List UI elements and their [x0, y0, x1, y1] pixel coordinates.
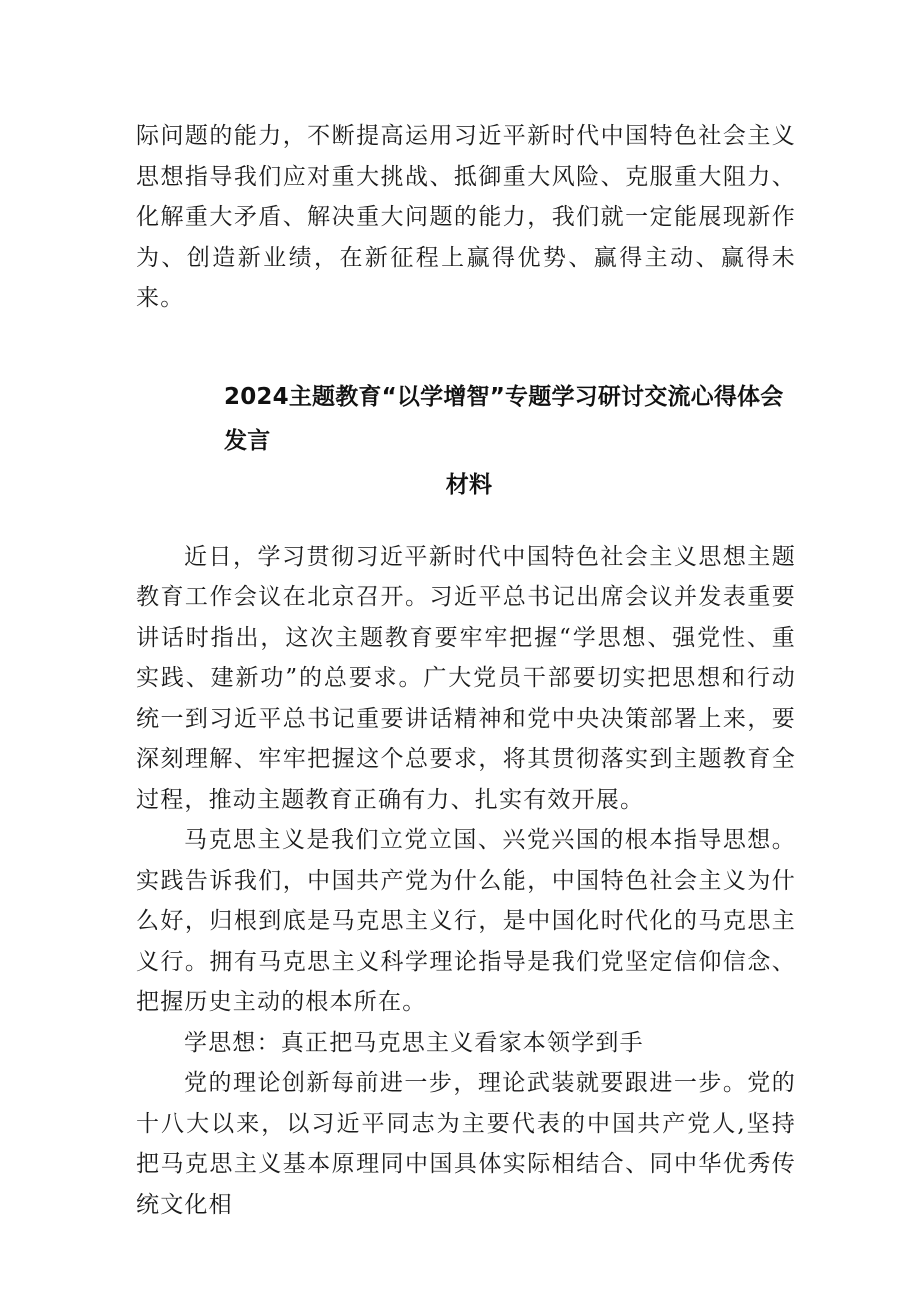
paragraph-2: 马克思主义是我们立党立国、兴党兴国的根本指导思想。实践告诉我们，中国共产党为什么能，中国特色社会主义为什么好，归根到底是马克思主义行，是中国化时代化的马克思主义行。拥有马克思主义科学理论指导是我们党坚定信仰信念、把握历史主动的根本所在。 [136, 827, 796, 1015]
title-line-1: 2024主题教育“以学增智”专题学习研讨交流心得体会发言 [224, 383, 784, 454]
title-line-2: 材料 [445, 471, 493, 498]
paragraph-1: 近日，学习贯彻习近平新时代中国特色社会主义思想主题教育工作会议在北京召开。习近平总书记出席会议并发表重要讲话时指出，这次主题教育要牢牢把握“学思想、强党性、重实践、建新功”的总要求。广大党员干部要切实把思想和行动统一到习近平总书记重要讲话精神和党中央决策部署上来，要深刻理解、牢牢把握这个总要求，将其贯彻落实到主题教育全过程，推动主题教育正确有力、扎实有效开展。 [136, 543, 796, 813]
document-body [136, 116, 796, 1225]
document-title [136, 375, 796, 507]
section-heading: 学思想：真正把马克思主义看家本领学到手 [184, 1029, 644, 1056]
paragraph-3: 党的理论创新每前进一步，理论武装就要跟进一步。党的十八大以来，以习近平同志为主要代表的中国共产党人,坚持把马克思主义基本原理同中国具体实际相结合、同中华优秀传统文化相 [136, 1070, 796, 1218]
continuation-paragraph: 际问题的能力，不断提高运用习近平新时代中国特色社会主义思想指导我们应对重大挑战、抵御重大风险、克服重大阻力、化解重大矛盾、解决重大问题的能力，我们就一定能展现新作为、创造新业绩，在新征程上赢得优势、赢得主动、赢得未来。 [136, 123, 796, 311]
